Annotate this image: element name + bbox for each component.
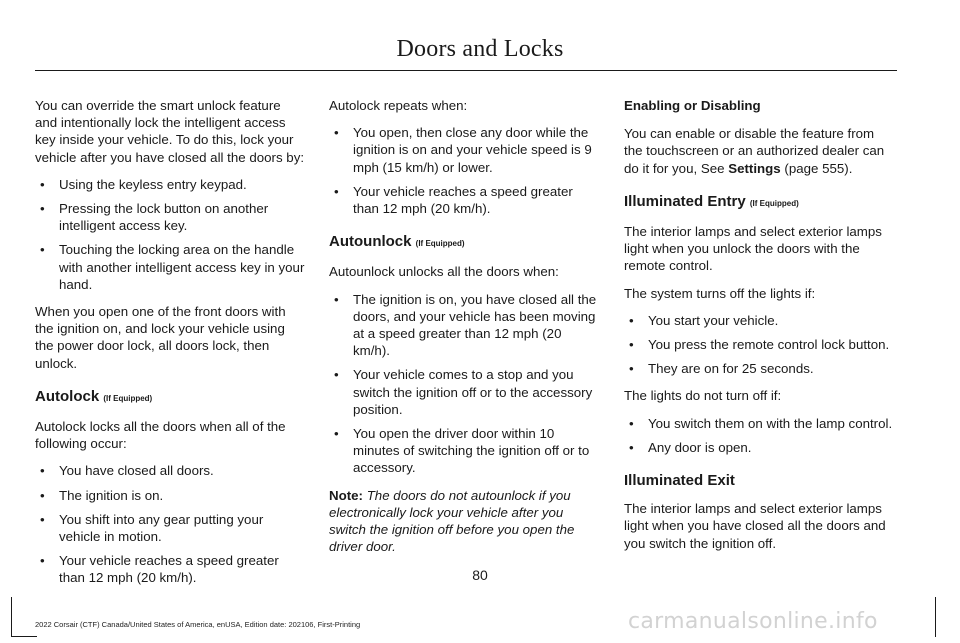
- page-number: 80: [472, 567, 488, 583]
- list-item: • You open the driver door within 10 minutes of switching the ignition off or to accessory.: [329, 425, 599, 477]
- not-off-list: [624, 415, 894, 456]
- autolock-repeat-intro: Autolock repeats when:: [329, 98, 468, 113]
- list-item: • You open, then close any door while the ignition is on and your vehicle speed is 9 mph (15 km/h) or lower.: [329, 124, 599, 176]
- list-item: • They are on for 25 seconds.: [624, 360, 894, 377]
- illuminated-exit-heading: Illuminated Exit: [624, 472, 735, 490]
- autolock-equipped-tag: (If Equipped): [103, 393, 153, 403]
- autolock-repeat-list: [329, 124, 599, 217]
- illuminated-entry-text: The interior lamps and select exterior lamps light when you unlock the doors with the remote control.: [624, 224, 882, 274]
- illuminated-entry-title: Illuminated Entry: [624, 192, 746, 210]
- autounlock-intro: Autounlock unlocks all the doors when:: [329, 264, 559, 280]
- list-item: • You have closed all doors.: [35, 462, 305, 479]
- list-item: • You switch them on with the lamp control.: [624, 415, 894, 432]
- autolock-heading: [35, 388, 305, 407]
- list-item: • Touching the locking area on the handle with another intelligent access key in your hand.: [35, 241, 305, 293]
- turn-off-list: [624, 312, 894, 378]
- list-item: • Using the keyless entry keypad.: [35, 176, 305, 193]
- list-item: • You press the remote control lock button.: [624, 336, 894, 353]
- list-item: • Your vehicle comes to a stop and you switch the ignition off or to the accessory position.: [329, 366, 599, 418]
- crop-mark-bottom-left: [11, 636, 37, 637]
- crop-mark-left: [11, 597, 12, 637]
- note-label: Note:: [329, 487, 363, 503]
- enabling-heading: Enabling or Disabling: [624, 98, 761, 113]
- autounlock-note: [329, 487, 599, 556]
- list-item: • Your vehicle reaches a speed greater than 12 mph (20 km/h).: [329, 183, 599, 217]
- illuminated-entry-heading: [624, 193, 894, 212]
- edition-footer: 2022 Corsair (CTF) Canada/United States of America, enUSA, Edition date: 202106, First-Printing: [35, 620, 361, 629]
- watermark: carmanualsonline.info: [628, 609, 878, 634]
- autounlock-condition-list: [329, 291, 599, 477]
- list-item: • Any door is open.: [624, 439, 894, 456]
- column-1: [35, 97, 305, 597]
- list-item: • You shift into any gear putting your vehicle in motion.: [35, 511, 305, 545]
- settings-link[interactable]: Settings: [728, 160, 781, 176]
- autolock-intro: Autolock locks all the doors when all of the following occur:: [35, 419, 286, 452]
- illuminated-entry-equipped-tag: (If Equipped): [749, 198, 799, 208]
- page-title: Doors and Locks: [396, 36, 564, 62]
- note-text: The doors do not autounlock if you electronically lock your vehicle after you switch the ignition off before you open the driver door.: [329, 487, 575, 555]
- list-item: • The ignition is on, you have closed all the doors, and your vehicle has been moving at a speed greater than 12 mph (20 km/h).: [329, 291, 599, 360]
- list-item: • Pressing the lock button on another intelligent access key.: [35, 200, 305, 234]
- turn-off-intro: The system turns off the lights if:: [624, 285, 816, 301]
- front-door-paragraph: When you open one of the front doors with the ignition on, and lock your vehicle using the power door lock, all doors lock, then unlock.: [35, 304, 286, 371]
- column-2: [329, 97, 599, 565]
- autounlock-title: Autounlock: [329, 233, 412, 251]
- not-off-intro: The lights do not turn off if:: [624, 388, 782, 404]
- override-intro: You can override the smart unlock feature and intentionally lock the intelligent access key inside your vehicle. To do this, lock your vehicle after you have closed all the doors by:: [35, 98, 305, 165]
- enabling-text: You can enable or disable the feature from the touchscreen or an authorized dealer can do it for you, See: [624, 126, 885, 176]
- autounlock-equipped-tag: (If Equipped): [415, 239, 465, 249]
- override-method-list: [35, 176, 305, 293]
- illuminated-exit-text: The interior lamps and select exterior lamps light when you have closed all the doors and you switch the ignition off.: [624, 501, 886, 551]
- autounlock-heading: [329, 233, 599, 252]
- list-item: • You start your vehicle.: [624, 312, 894, 329]
- list-item: • Your vehicle reaches a speed greater than 12 mph (20 km/h).: [35, 552, 305, 586]
- crop-mark-right: [935, 597, 936, 637]
- enabling-paragraph: [624, 125, 894, 177]
- header-divider: [35, 70, 897, 71]
- settings-page-ref: (page 555).: [784, 160, 853, 176]
- autolock-title: Autolock: [35, 387, 100, 405]
- list-item: • The ignition is on.: [35, 487, 305, 504]
- column-3: [624, 97, 894, 562]
